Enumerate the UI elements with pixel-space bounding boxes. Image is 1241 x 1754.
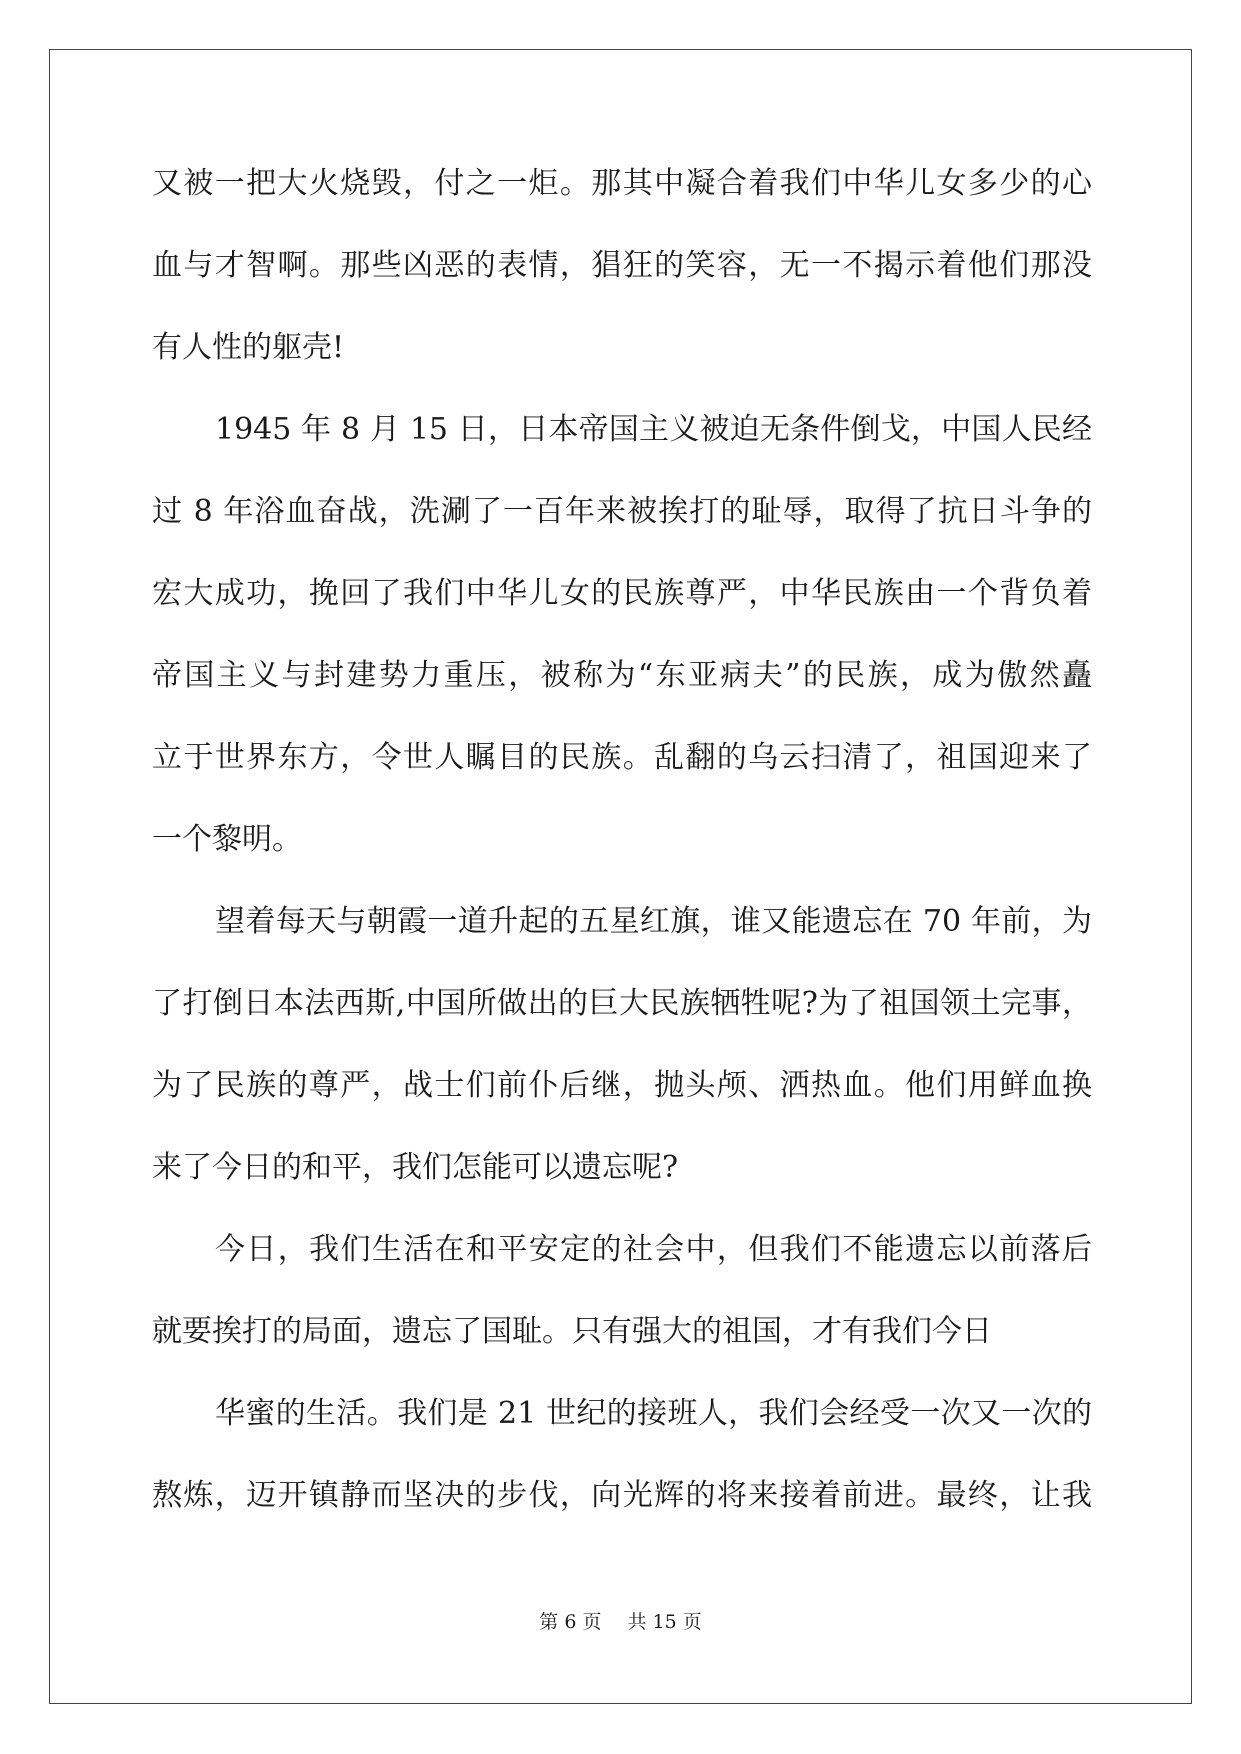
text-line: 今日，我们生活在和平安定的社会中，但我们不能遗忘以前落后 [215, 1232, 1092, 1267]
text-line: 就要挨打的局面，遗忘了国耻。只有强大的祖国，才有我们今日 [152, 1314, 992, 1349]
text-line: 宏大成功，挽回了我们中华儿女的民族尊严，中华民族由一个背负着 [152, 576, 1092, 611]
text-line: 华蜜的生活。我们是 21 世纪的接班人，我们会经受一次又一次的 [215, 1396, 1092, 1431]
text-line: 为了民族的尊严，战士们前仆后继，抛头颅、洒热血。他们用鲜血换 [152, 1068, 1092, 1103]
text-line: 又被一把大火烧毁，付之一炬。那其中凝合着我们中华儿女多少的心 [152, 166, 1092, 201]
text-line: 有人性的躯壳! [152, 330, 345, 365]
page-footer [0, 1610, 1241, 1634]
text-line: 血与才智啊。那些凶恶的表情，猖狂的笑容，无一不揭示着他们那没 [152, 248, 1092, 283]
text-line: 过 8 年浴血奋战，洗涮了一百年来被挨打的耻辱，取得了抗日斗争的 [152, 494, 1092, 529]
text-line: 一个黎明。 [152, 822, 302, 857]
page-total: 共 15 页 [627, 1611, 702, 1633]
text-line: 帝国主义与封建势力重压，被称为“东亚病夫”的民族，成为傲然矗 [152, 658, 1092, 693]
text-line: 熬炼，迈开镇静而坚决的步伐，向光辉的将来接着前进。最终，让我 [152, 1478, 1092, 1513]
text-line: 了打倒日本法西斯,中国所做出的巨大民族牺牲呢?为了祖国领土完事， [152, 986, 1092, 1021]
page-number: 第 6 页 [539, 1611, 602, 1633]
document-body [152, 160, 1092, 1554]
text-line: 立于世界东方，令世人瞩目的民族。乱翻的乌云扫清了，祖国迎来了 [152, 740, 1092, 775]
text-line: 望着每天与朝霞一道升起的五星红旗，谁又能遗忘在 70 年前，为 [215, 904, 1092, 939]
text-line: 来了今日的和平，我们怎能可以遗忘呢? [152, 1150, 679, 1185]
text-line: 1945 年 8 月 15 日，日本帝国主义被迫无条件倒戈，中国人民经 [215, 412, 1092, 447]
